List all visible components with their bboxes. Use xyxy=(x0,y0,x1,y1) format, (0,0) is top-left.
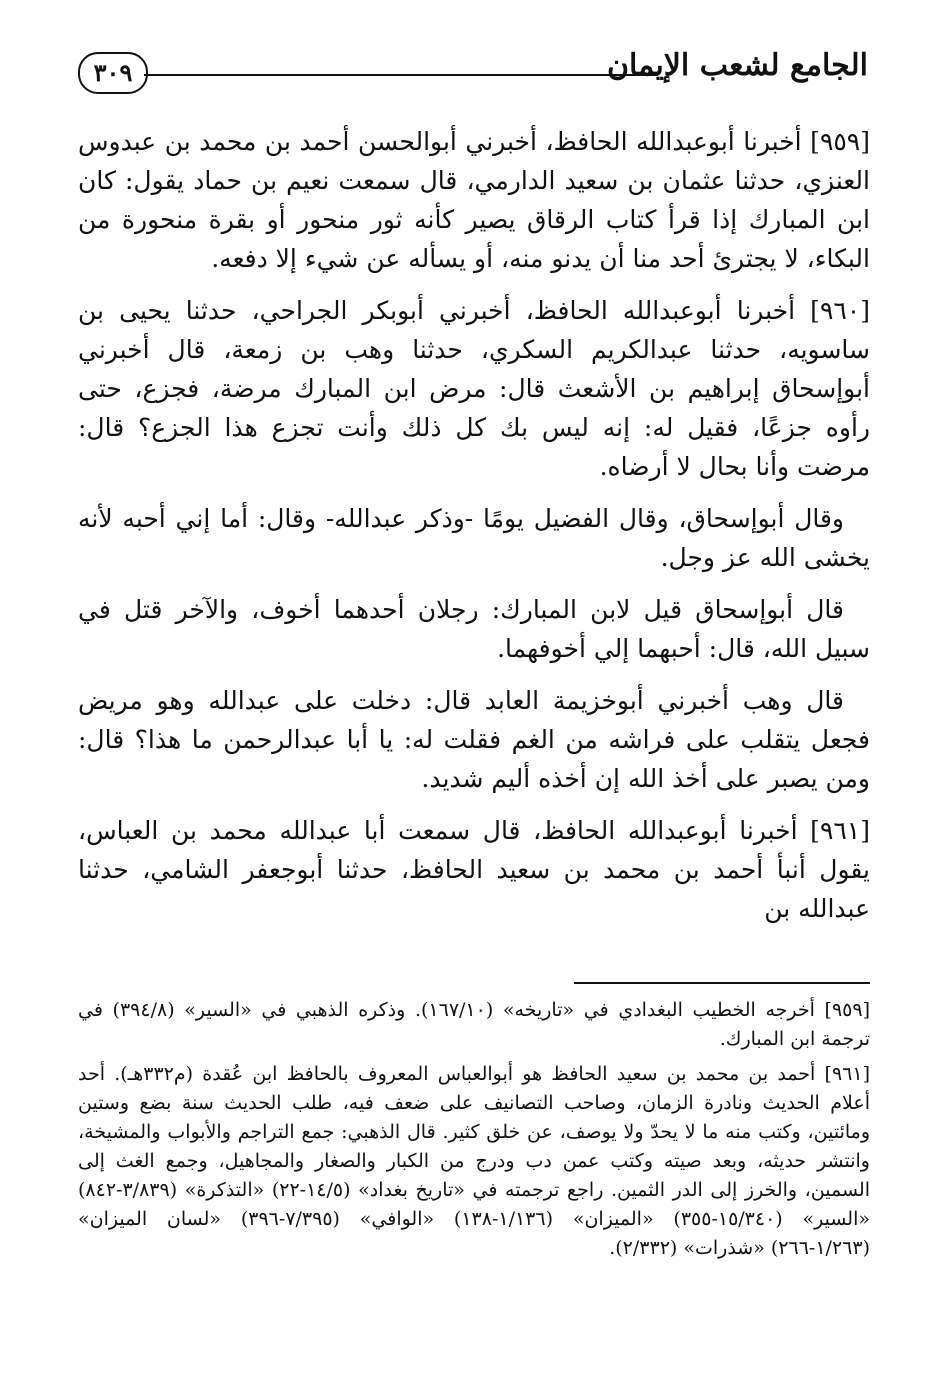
paragraph-two-men: قال أبوإسحاق قيل لابن المبارك: رجلان أحدهما أخوف، والآخر قتل في سبيل الله، قال: أحبهما إلي أخوفهما. xyxy=(78,595,870,663)
paragraph-abu-khuzayma: قال وهب أخبرني أبوخزيمة العابد قال: دخلت على عبدالله وهو مريض فجعل يتقلب على فراشه من الغم فقلت له: يا أبا عبدالرحمن ما هذا؟ قال: ومن يصبر على أخذ الله إن أخذه أليم شديد. xyxy=(78,686,870,793)
header-rule xyxy=(144,74,658,76)
paragraph-fudayl: وقال أبوإسحاق، وقال الفضيل يومًا -وذكر عبدالله- وقال: أما إني أحبه لأنه يخشى الله عز وجل. xyxy=(78,504,870,572)
footnote-959: [٩٥٩] أخرجه الخطيب البغدادي في «تاريخه» (١٦٧/١٠). وذكره الذهبي في «السير» (٣٩٤/٨) في ترجمة ابن المبارك. xyxy=(78,999,870,1050)
footnotes xyxy=(78,996,870,1269)
page-header xyxy=(78,38,868,98)
running-title: الجامع لشعب الإيمان xyxy=(606,48,868,83)
paragraph-959: [٩٥٩] أخبرنا أبوعبدالله الحافظ، أخبرني أبوالحسن أحمد بن محمد بن عبدوس العنزي، حدثنا عثمان بن سعيد الدارمي، قال سمعت نعيم بن حماد يقول: كان ابن المبارك إذا قرأ كتاب الرقاق يصير كأنه ثور منحور أو بقرة منحورة من البكاء، لا يجترئ أحد منا أن يدنو منه، أو يسأله عن شيء إلا دفعه. xyxy=(78,127,870,273)
paragraph-961: [٩٦١] أخبرنا أبوعبدالله الحافظ، قال سمعت أبا عبدالله محمد بن العباس، يقول أنبأ أحمد بن محمد بن سعيد الحافظ، حدثنا أبوجعفر الشامي، حدثنا عبدالله بن xyxy=(78,816,870,923)
footnote-separator xyxy=(574,982,870,984)
paragraph-960: [٩٦٠] أخبرنا أبوعبدالله الحافظ، أخبرني أبوبكر الجراحي، حدثنا يحيى بن ساسويه، حدثنا عبدالكريم السكري، حدثنا وهب بن زمعة، قال أخبرني أبوإسحاق إبراهيم بن الأشعث قال: مرض ابن المبارك مرضة، فجزع، حتى رأوه جزعًا، فقيل له: إنه ليس بك كل ذلك وأنت تجزع هذا الجزع؟ قال: مرضت وأنا بحال لا أرضاه. xyxy=(78,296,870,481)
footnote-961: [٩٦١] أحمد بن محمد بن سعيد الحافظ هو أبوالعباس المعروف بالحافظ ابن عُقدة (م٣٣٢هـ). أحد أعلام الحديث ونادرة الزمان، وصاحب التصانيف على ضعف فيه، طلب الحديث سنة بضع وستين ومائتين، وكتب منه ما لا يحدّ ولا يوصف، عن خلق كثير. قال الذهبي: جمع التراجم والأبواب والمشيخة، وانتشر حديثه، وبعد صيته وكتب عمن دب ودرج من الكبار والصغار والمجاهيل، وجمع الغث إلى السمين، والخرز إلى الدر الثمين. راجع ترجمته في «تاريخ بغداد» (١٤/٥-٢٢) «التذكرة» (٣/٨٣٩-٨٤٢) «السير» (١٥/٣٤٠-٣٥٥) «الميزان» (١/١٣٦-١٣٨) «الوافي» (٧/٣٩٥-٣٩٦) «لسان الميزان» (١/٢٦٣-٢٦٦) «شذرات» (٢/٣٣٢). xyxy=(78,1063,871,1259)
main-text xyxy=(78,122,870,941)
page-number: ٣٠٩ xyxy=(78,52,148,94)
